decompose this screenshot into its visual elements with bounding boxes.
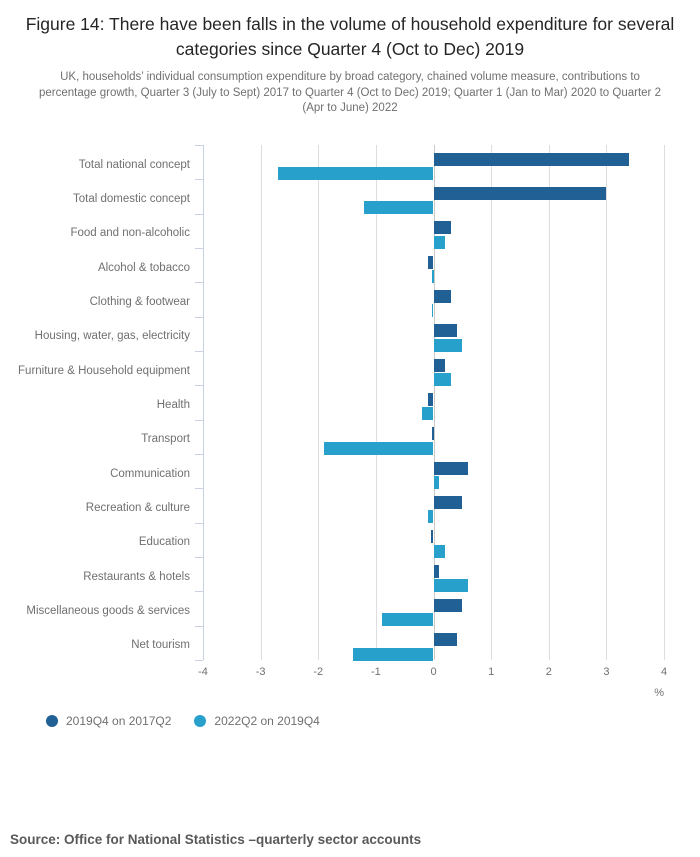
bar-2022q2-on-2019q4-row1 [364,201,433,214]
category-label: Education [138,536,190,549]
bar-2019q4-on-2017q2-row7 [428,393,434,406]
legend-label: 2022Q2 on 2019Q4 [214,714,320,728]
y-axis-tick [195,214,203,215]
y-axis-tick [195,557,203,558]
bar-2019q4-on-2017q2-row10 [434,496,463,509]
bar-2022q2-on-2019q4-row3 [432,270,434,283]
x-tick-label: 4 [660,666,668,678]
figure-subtitle: UK, households’ individual consumption expenditure by broad category, chained volume measure, contributions to percentage growth, Quarter 3 (July to Sept) 2017 to Quarter 4 (Oct to Dec) 2019; Quarter 1 (Jan to Mar) 2020 to Quarter 2 (Apr to June) 2022 [39,71,661,114]
x-tick-label: -4 [198,666,208,678]
bar-2019q4-on-2017q2-row11 [431,530,433,543]
y-axis-tick [195,420,203,421]
x-tick-label: 1 [488,666,495,678]
category-label: Total national concept [78,158,190,171]
bar-2019q4-on-2017q2-row2 [434,221,451,234]
x-axis-unit-label: % [654,687,664,699]
category-label: Restaurants & hotels [83,570,190,583]
bar-2019q4-on-2017q2-row14 [434,633,457,646]
bar-2022q2-on-2019q4-row4 [432,304,434,317]
legend-swatch-light-blue [194,715,206,727]
category-label: Recreation & culture [85,501,190,514]
y-axis-tick [195,591,203,592]
bar-2022q2-on-2019q4-row5 [434,339,463,352]
bar-2022q2-on-2019q4-row10 [428,510,434,523]
bar-2022q2-on-2019q4-row13 [382,613,434,626]
x-tick-label: 0 [430,666,437,678]
y-axis-tick [195,179,203,180]
bar-2022q2-on-2019q4-row11 [434,545,446,558]
source-note: Source: Office for National Statistics –quarterly sector accounts [10,831,422,847]
y-axis-tick [195,248,203,249]
chart-legend [46,714,320,728]
y-axis-tick [195,660,203,661]
bar-2022q2-on-2019q4-row7 [422,407,434,420]
gridline--1 [376,145,377,660]
category-label: Transport [141,433,190,446]
y-axis-tick [195,282,203,283]
gridline-1 [491,145,492,660]
bar-2019q4-on-2017q2-row9 [434,462,469,475]
category-label: Total domestic concept [73,192,190,205]
category-label: Communication [110,467,190,480]
bar-2022q2-on-2019q4-row0 [278,167,434,180]
legend-label: 2019Q4 on 2017Q2 [66,714,172,728]
category-label: Alcohol & tobacco [97,261,190,274]
bar-2022q2-on-2019q4-row6 [434,373,451,386]
y-axis-line [203,145,204,660]
y-axis-tick [195,145,203,146]
category-label: Miscellaneous goods & services [26,604,190,617]
legend-item-2022q2-on-2019q4 [194,714,319,728]
bar-2019q4-on-2017q2-row4 [434,290,451,303]
category-label: Housing, water, gas, electricity [34,330,190,343]
y-axis-tick [195,351,203,352]
legend-item-2019q4-on-2017q2 [46,714,171,728]
category-label: Health [156,398,190,411]
bar-2019q4-on-2017q2-row3 [428,256,434,269]
x-tick-label: -2 [313,666,324,678]
bar-2019q4-on-2017q2-row8 [432,427,434,440]
bar-2022q2-on-2019q4-row9 [434,476,440,489]
bar-2019q4-on-2017q2-row13 [434,599,463,612]
x-tick-label: -1 [370,666,381,678]
bar-2019q4-on-2017q2-row6 [434,359,446,372]
gridline-2 [549,145,550,660]
bar-2022q2-on-2019q4-row8 [324,442,433,455]
gridline-3 [606,145,607,660]
y-axis-tick [195,488,203,489]
bar-2019q4-on-2017q2-row5 [434,324,457,337]
bar-2019q4-on-2017q2-row1 [434,187,607,200]
legend-swatch-dark-blue [46,715,58,727]
bar-2019q4-on-2017q2-row12 [434,565,440,578]
y-axis-tick [195,454,203,455]
category-label: Clothing & footwear [89,295,190,308]
gridline-4 [664,145,665,660]
y-axis-tick [195,385,203,386]
y-axis-tick [195,626,203,627]
bar-2022q2-on-2019q4-row12 [434,579,469,592]
x-tick-label: 3 [603,666,610,678]
y-axis-tick [195,317,203,318]
category-label: Food and non-alcoholic [70,227,190,240]
y-axis-tick [195,523,203,524]
category-label: Furniture & Household equipment [18,364,190,377]
gridline--3 [261,145,262,660]
figure-title: Figure 14: There have been falls in the volume of household expenditure for several categories since Quarter 4 (Oct to Dec) 2019 [25,14,675,59]
x-tick-label: -3 [255,666,266,678]
category-label: Net tourism [131,639,190,652]
gridline--2 [318,145,319,660]
bar-2022q2-on-2019q4-row2 [434,236,446,249]
x-tick-label: 2 [545,666,552,678]
bar-2022q2-on-2019q4-row14 [353,648,434,661]
bar-2019q4-on-2017q2-row0 [434,153,630,166]
